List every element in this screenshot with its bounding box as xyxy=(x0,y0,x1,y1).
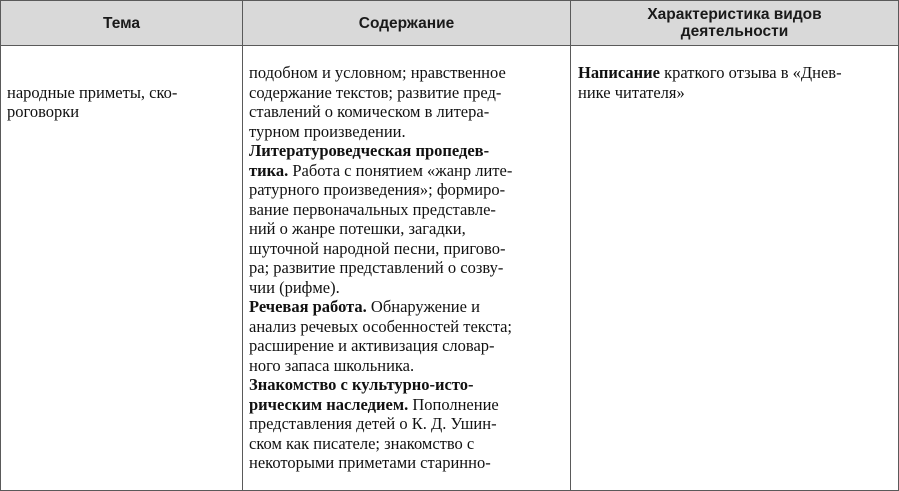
cell-theme: народные приметы, ско- роговорки xyxy=(7,82,178,121)
lit-propaedeutics-text: Работа с понятием «жанр лите- ратурного произведения»; формиро- вание первоначальных представле- ний о жанре потешки, загадки, шуточной народной песни, пригово- ра; развитие представлений о созву- чии (рифме). xyxy=(249,160,513,297)
cultural-heritage-heading: Знакомство с культурно-исто- рическим наследием. xyxy=(249,375,474,414)
speech-work-text: Обнаружение и анализ речевых особенностей текста; расширение и активизация словар- ного запаса школьника. xyxy=(249,297,513,375)
activity-text: краткого отзыва в «Днев- нике читателя» xyxy=(578,63,842,102)
lit-propaedeutics-heading: Литературоведческая пропедев- тика. xyxy=(249,141,490,180)
column-divider-2 xyxy=(570,1,571,490)
header-content: Содержание xyxy=(358,14,455,32)
column-divider-1 xyxy=(242,1,243,490)
header-theme: Тема xyxy=(103,14,140,32)
speech-work-heading: Речевая работа. xyxy=(249,297,367,316)
header-activity: Характеристика видов деятельности xyxy=(647,6,822,40)
table-header xyxy=(1,1,898,46)
cell-content xyxy=(249,63,565,473)
cell-activity xyxy=(578,63,892,102)
cultural-heritage-text: Пополнение представления детей о К. Д. Ушин- ском как писателе; знакомство с некоторыми приметами старинно- xyxy=(249,394,499,472)
content-intro: подобном и условном; нравственное содержание текстов; развитие пред- ставлений о комическом в литера- турном произведении. xyxy=(249,63,506,141)
activity-heading: Написание xyxy=(578,63,660,82)
